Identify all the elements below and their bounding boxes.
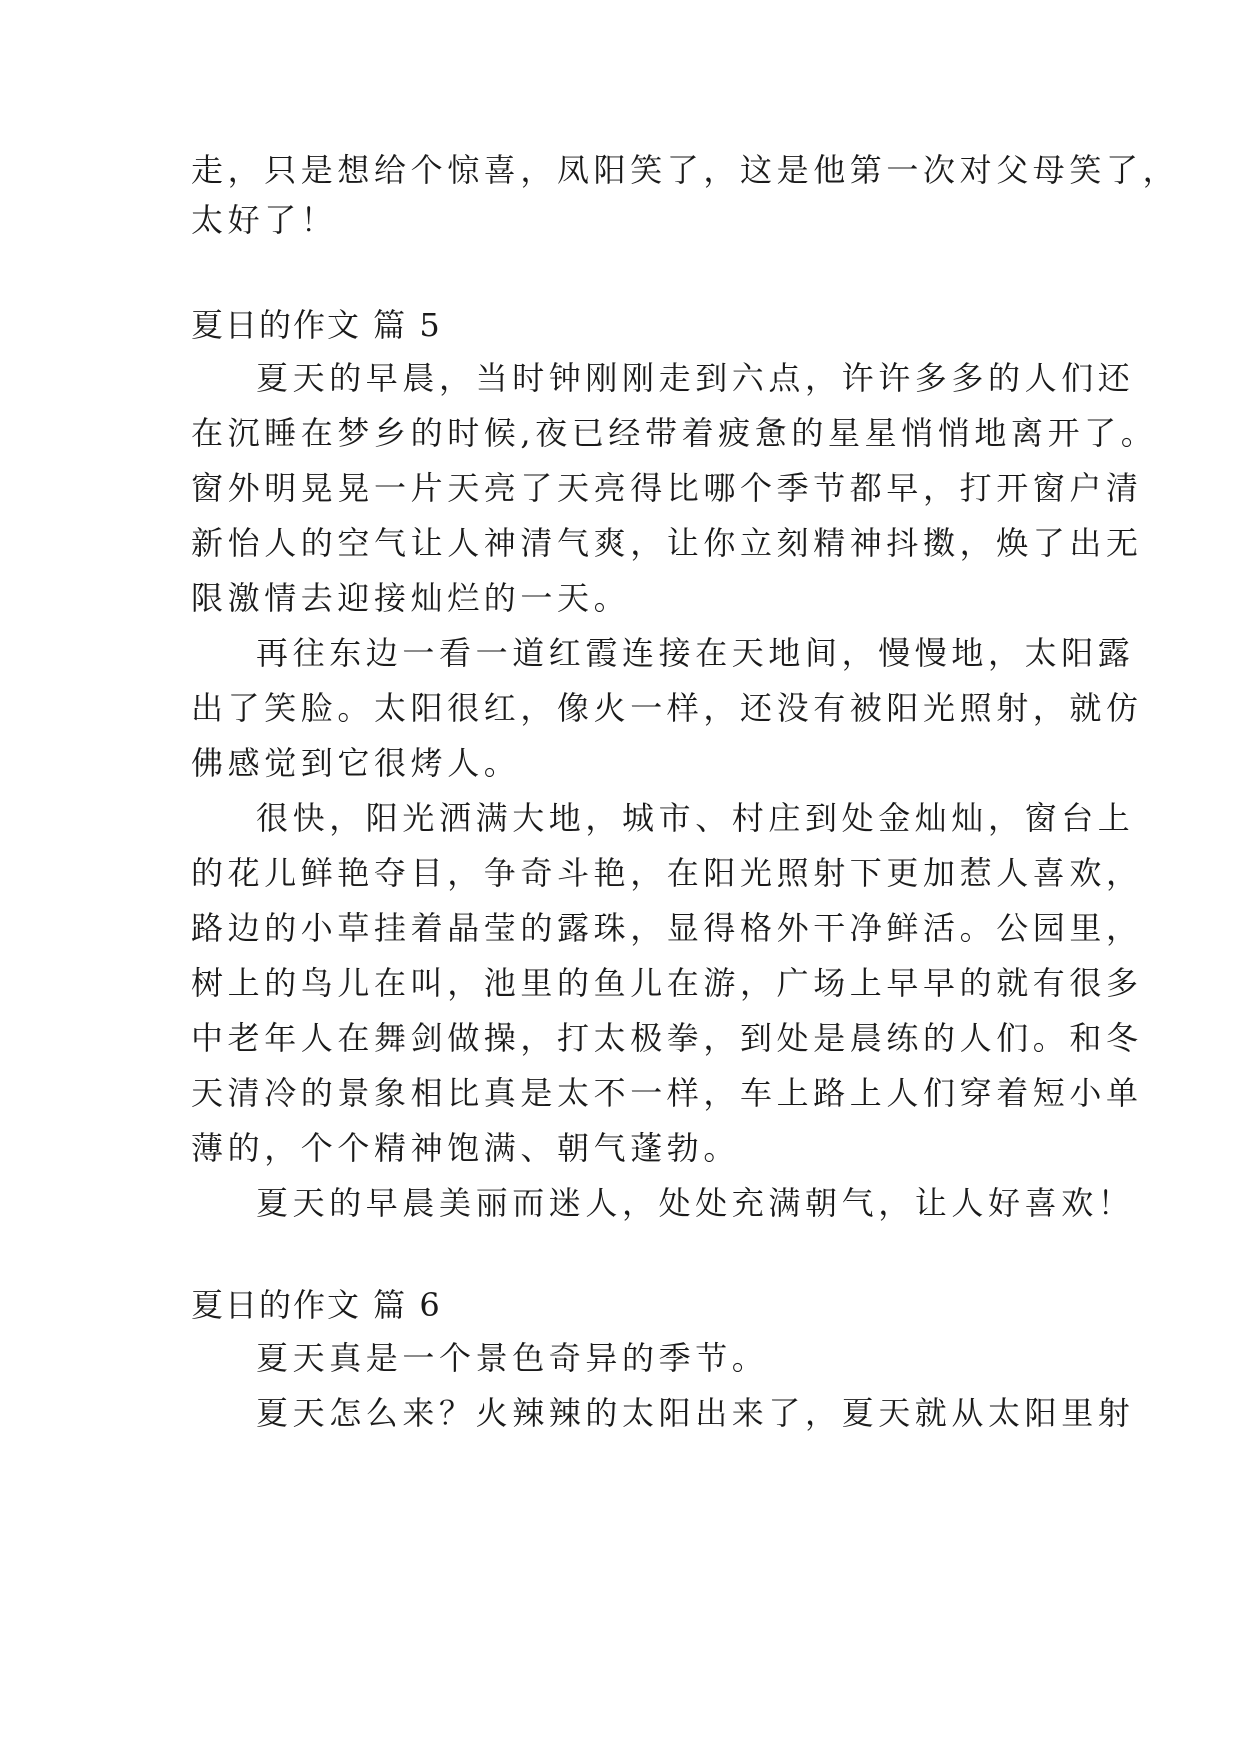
text-line: 很快，阳光洒满大地，城市、村庄到处金灿灿，窗台上 [256,799,1135,837]
text-line: 出了笑脸。太阳很红，像火一样，还没有被阳光照射，就仿 [191,689,1143,727]
text-line: 夏天的早晨，当时钟刚刚走到六点，许许多多的人们还 [256,359,1135,397]
text-line: 再往东边一看一道红霞连接在天地间，慢慢地，太阳露 [256,634,1135,672]
text-line: 夏天怎么来？火辣辣的太阳出来了，夏天就从太阳里射 [256,1394,1135,1432]
text-line: 天清冷的景象相比真是太不一样，车上路上人们穿着短小单 [191,1074,1143,1112]
text-line: 的花儿鲜艳夺目，争奇斗艳，在阳光照射下更加惹人喜欢， [191,854,1143,892]
text-line: 夏天真是一个景色奇异的季节。 [256,1339,769,1377]
text-line: 树上的鸟儿在叫，池里的鱼儿在游，广场上早早的就有很多 [191,964,1143,1002]
text-line: 在沉睡在梦乡的时候,夜已经带着疲惫的星星悄悄地离开了。 [191,414,1158,452]
text-line: 太好了！ [191,201,338,239]
text-line: 窗外明晃晃一片天亮了天亮得比哪个季节都早，打开窗户清 [191,469,1143,507]
section-heading: 夏日的作文 篇 6 [191,1286,442,1324]
text-line: 限激情去迎接灿烂的一天。 [191,579,631,617]
text-line: 走，只是想给个惊喜，凤阳笑了，这是他第一次对父母笑了， [191,151,1180,189]
text-line: 佛感觉到它很烤人。 [191,744,521,782]
section-heading: 夏日的作文 篇 5 [191,306,442,344]
text-line: 夏天的早晨美丽而迷人，处处充满朝气，让人好喜欢！ [256,1184,1135,1222]
text-line: 路边的小草挂着晶莹的露珠，显得格外干净鲜活。公园里， [191,909,1143,947]
text-line: 新怡人的空气让人神清气爽，让你立刻精神抖擞，焕了出无 [191,524,1143,562]
text-line: 中老年人在舞剑做操，打太极拳，到处是晨练的人们。和冬 [191,1019,1143,1057]
text-line: 薄的，个个精神饱满、朝气蓬勃。 [191,1129,741,1167]
